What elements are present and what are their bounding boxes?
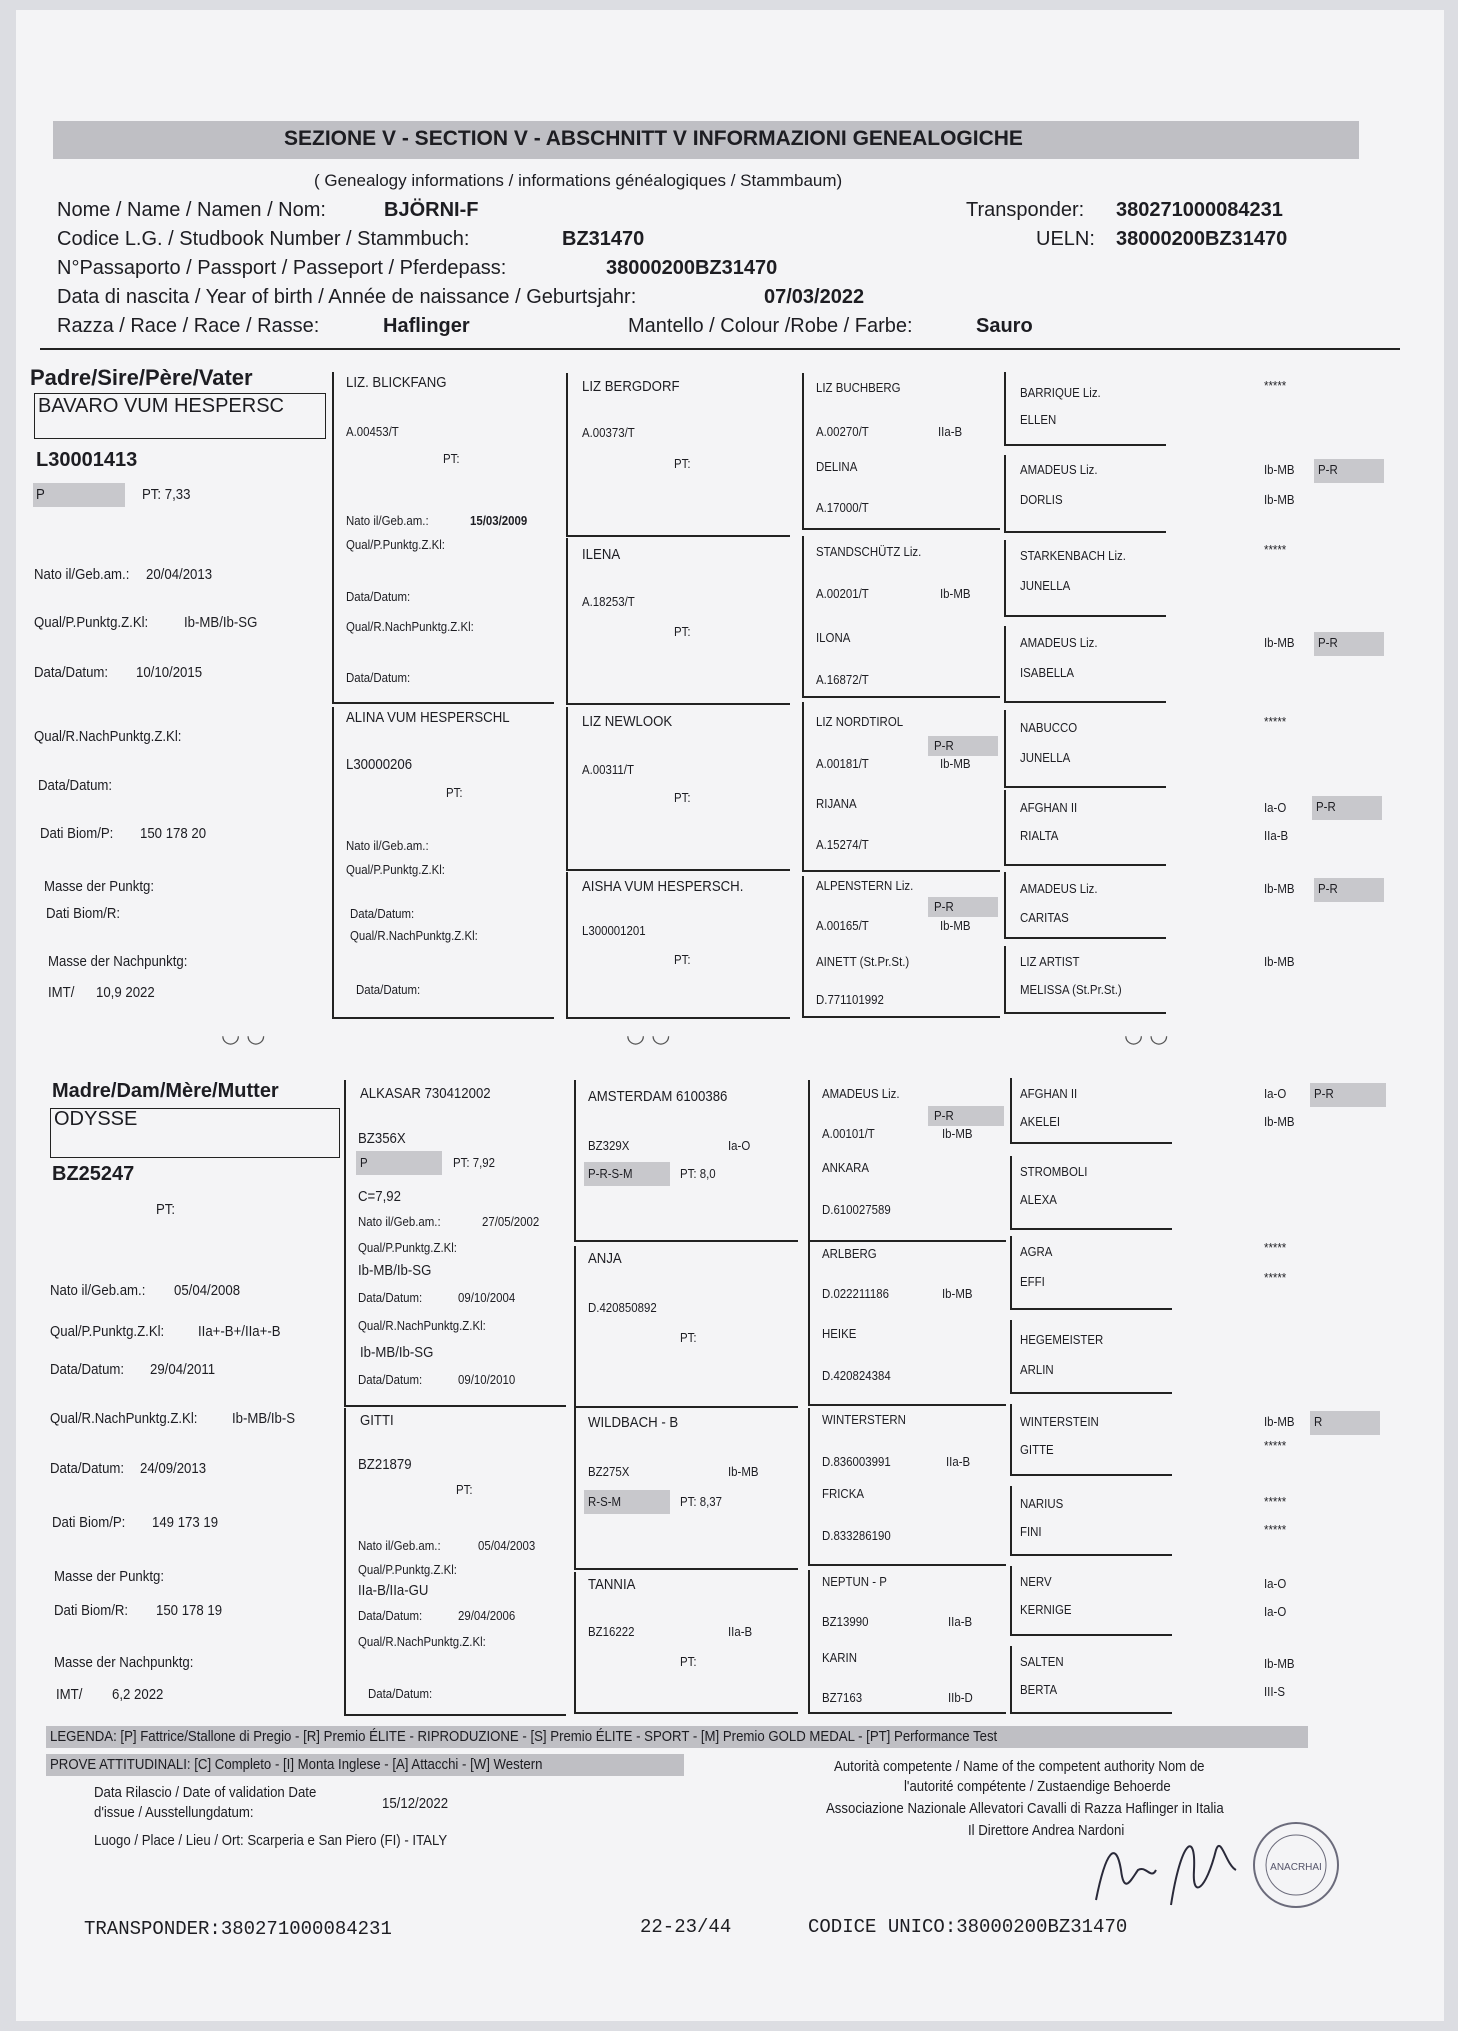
dam-gen5-2-a: STROMBOLI bbox=[1020, 1164, 1088, 1179]
signature-and-stamp bbox=[1076, 1810, 1356, 1920]
dam-gen5-7-a: NERV bbox=[1020, 1574, 1052, 1589]
sire-gen4-3-damreg: A.15274/T bbox=[816, 837, 869, 852]
dam-gen2-top-date: 09/10/2004 bbox=[458, 1290, 516, 1305]
sire-gen3-3-name: LIZ NEWLOOK bbox=[582, 713, 673, 730]
sire-reg: L30001413 bbox=[36, 449, 138, 471]
sire-date2-label: Data/Datum: bbox=[38, 777, 113, 794]
sire-gen3-1-name: LIZ BERGDORF bbox=[582, 378, 680, 395]
dam-gen3-4-grade: IIa-B bbox=[728, 1624, 753, 1639]
dam-gen5-5-at: R bbox=[1314, 1414, 1323, 1429]
dam-gen5-4-b: ARLIN bbox=[1020, 1362, 1054, 1377]
legend: LEGENDA: [P] Fattrice/Stallone di Pregio - [R] Premio ÉLITE - RIPRODUZIONE - [S] Premio ÉLITE - SPORT - [M] Premio GOLD MEDAL - [PT] Performance Test bbox=[50, 1728, 998, 1745]
transponder-label: Transponder: bbox=[966, 199, 1085, 221]
dam-gen4-1-dam: ANKARA bbox=[822, 1160, 870, 1175]
sire-gen5-4-a: AMADEUS Liz. bbox=[1020, 635, 1098, 650]
dam-gen3-2-name: ANJA bbox=[588, 1250, 622, 1267]
dam-gen2-top-born-label: Nato il/Geb.am.: bbox=[358, 1214, 441, 1229]
dam-reg: BZ25247 bbox=[52, 1163, 135, 1185]
dam-biom: 149 173 19 bbox=[152, 1514, 219, 1531]
sire-gen5-4-b: ISABELLA bbox=[1020, 665, 1075, 680]
dam-biomr: 150 178 19 bbox=[156, 1602, 223, 1619]
dam-qual-label: Qual/P.Punktg.Z.Kl: bbox=[50, 1323, 165, 1340]
dam-gen2-top-code: P bbox=[360, 1155, 368, 1170]
birth-value: 07/03/2022 bbox=[764, 286, 865, 308]
sire-gen2-top-date2-label: Data/Datum: bbox=[346, 670, 411, 685]
page-number: 22-23/44 bbox=[640, 1916, 732, 1938]
dam-gen2-top-date-label: Data/Datum: bbox=[358, 1290, 423, 1305]
dam-gen4-3-damreg: D.833286190 bbox=[822, 1528, 891, 1543]
sire-gen2-bottom-pt: PT: bbox=[446, 785, 463, 800]
sire-gen4-3-name: LIZ NORDTIROL bbox=[816, 714, 904, 729]
dam-heading: Madre/Dam/Mère/Mutter bbox=[52, 1080, 279, 1102]
name-value: BJÖRNI-F bbox=[384, 199, 479, 221]
dam-gen4-2-name: ARLBERG bbox=[822, 1246, 877, 1261]
sire-gen4-1-dam: DELINA bbox=[816, 459, 858, 474]
dam-gen2-bottom-qual: IIa-B/IIa-GU bbox=[358, 1582, 429, 1599]
sire-gen2-bottom-reg: L30000206 bbox=[346, 756, 413, 773]
dam-gen5-8-bg: III-S bbox=[1264, 1684, 1285, 1699]
dam-gen2-top-qualr-label: Qual/R.NachPunktg.Z.Kl: bbox=[358, 1318, 486, 1333]
sire-biom: 150 178 20 bbox=[140, 825, 207, 842]
dam-imt-label: IMT/ bbox=[56, 1686, 83, 1703]
dam-gen3-box-2 bbox=[574, 1246, 798, 1408]
colour-label: Mantello / Colour /Robe / Farbe: bbox=[628, 315, 913, 337]
sire-gen3-box-3 bbox=[566, 707, 790, 871]
dam-gen3-3-grade: Ib-MB bbox=[728, 1464, 759, 1479]
sire-gen3-box-1 bbox=[566, 373, 790, 537]
breed-label: Razza / Race / Race / Rasse: bbox=[57, 315, 320, 337]
sire-pt: PT: 7,33 bbox=[142, 486, 191, 503]
sire-gen2-top-born-label: Nato il/Geb.am.: bbox=[346, 513, 429, 528]
sire-gen3-1-reg: A.00373/T bbox=[582, 425, 635, 440]
sire-gen2-top-reg: A.00453/T bbox=[346, 424, 399, 439]
name-label: Nome / Name / Namen / Nom: bbox=[57, 199, 326, 221]
dam-gen2-top-date2-label: Data/Datum: bbox=[358, 1372, 423, 1387]
sire-gen5-2-a: AMADEUS Liz. bbox=[1020, 462, 1098, 477]
sire-biom-label: Dati Biom/P: bbox=[40, 825, 114, 842]
dam-gen4-4-dam: KARIN bbox=[822, 1650, 857, 1665]
dam-gen2-bottom-born-label: Nato il/Geb.am.: bbox=[358, 1538, 441, 1553]
release-label-2: d'issue / Ausstellungdatum: bbox=[94, 1804, 254, 1821]
sire-gen5-6-at: P-R bbox=[1316, 799, 1336, 814]
authority-1: Autorità competente / Name of the competent authority Nom de bbox=[834, 1758, 1205, 1775]
dam-qual: IIa+-B+/IIa+-B bbox=[198, 1323, 281, 1340]
sire-code: P bbox=[36, 486, 45, 503]
section-title: SEZIONE V - SECTION V - ABSCHNITT V INFORMAZIONI GENEALOGICHE bbox=[284, 127, 1023, 150]
dam-born-label: Nato il/Geb.am.: bbox=[50, 1282, 146, 1299]
stamp-text: ANACRHAI bbox=[1270, 1862, 1322, 1873]
dam-gen5-7-bg: Ia-O bbox=[1264, 1604, 1287, 1619]
passport-value: 38000200BZ31470 bbox=[606, 257, 778, 279]
sire-gen4-4-damreg: D.771101992 bbox=[816, 992, 884, 1007]
dam-gen2-bottom-name: GITTI bbox=[360, 1412, 394, 1429]
dam-gen4-1-tag: P-R bbox=[934, 1108, 954, 1123]
dam-gen4-2-grade: Ib-MB bbox=[942, 1286, 973, 1301]
dam-gen5-1-at: P-R bbox=[1314, 1086, 1334, 1101]
dam-qualr: Ib-MB/Ib-S bbox=[232, 1410, 296, 1427]
sire-gen4-3-grade: Ib-MB bbox=[940, 756, 971, 771]
sire-gen5-4-ag: Ib-MB bbox=[1264, 635, 1295, 650]
dam-gen2-top-reg: BZ356X bbox=[358, 1130, 406, 1147]
sire-gen4-2-damreg: A.16872/T bbox=[816, 672, 869, 687]
prove-attitudinali: PROVE ATTITUDINALI: [C] Completo - [I] Monta Inglese - [A] Attacchi - [W] Western bbox=[50, 1756, 543, 1773]
breed-value: Haflinger bbox=[383, 315, 470, 337]
sire-gen5-6-ag: Ia-O bbox=[1264, 800, 1287, 815]
dam-gen2-bottom-pt: PT: bbox=[456, 1482, 473, 1497]
dam-gen5-7-b: KERNIGE bbox=[1020, 1602, 1072, 1617]
sire-gen5-6-b: RIALTA bbox=[1020, 828, 1059, 843]
dam-gen3-1-tag: P-R-S-M bbox=[588, 1166, 633, 1181]
sire-gen5-2-at: P-R bbox=[1318, 462, 1338, 477]
sire-gen5-6-a: AFGHAN II bbox=[1020, 800, 1078, 815]
sire-gen5-8-ag: Ib-MB bbox=[1264, 954, 1295, 969]
studbook-value: BZ31470 bbox=[562, 228, 645, 250]
authority-4: Il Direttore Andrea Nardoni bbox=[968, 1822, 1125, 1839]
colour-value: Sauro bbox=[976, 315, 1033, 337]
sire-gen5-2-ag: Ib-MB bbox=[1264, 462, 1295, 477]
release-date: 15/12/2022 bbox=[382, 1795, 449, 1812]
dam-gen2-bottom-born: 05/04/2003 bbox=[478, 1538, 536, 1553]
sire-gen2-bottom-name: ALINA VUM HESPERSCHL bbox=[346, 709, 510, 726]
dam-qualr-label: Qual/R.NachPunktg.Z.Kl: bbox=[50, 1410, 198, 1427]
dam-gen4-3-dam: FRICKA bbox=[822, 1486, 864, 1501]
dam-gen5-7-ag: Ia-O bbox=[1264, 1576, 1287, 1591]
sire-gen3-3-reg: A.00311/T bbox=[582, 762, 634, 777]
dam-gen4-1-grade: Ib-MB bbox=[942, 1126, 973, 1141]
sire-gen2-bottom-date-label: Data/Datum: bbox=[350, 906, 415, 921]
dam-gen5-8-ag: Ib-MB bbox=[1264, 1656, 1295, 1671]
dam-gen2-top-born: 27/05/2002 bbox=[482, 1214, 540, 1229]
authority-3: Associazione Nazionale Allevatori Cavalli di Razza Haflinger in Italia bbox=[826, 1800, 1224, 1817]
sire-gen4-2-reg: A.00201/T bbox=[816, 586, 869, 601]
dam-gen5-6-ag: ***** bbox=[1264, 1494, 1287, 1509]
dam-gen5-3-ag: ***** bbox=[1264, 1240, 1287, 1255]
sire-gen4-4-dam: AINETT (St.Pr.St.) bbox=[816, 954, 910, 969]
sire-gen4-3-reg: A.00181/T bbox=[816, 756, 869, 771]
dam-gen2-top-qualr: Ib-MB/Ib-SG bbox=[360, 1344, 434, 1361]
sire-gen2-bottom-qual-label: Qual/P.Punktg.Z.Kl: bbox=[346, 862, 445, 877]
bottom-transponder: TRANSPONDER:380271000084231 bbox=[84, 1918, 392, 1940]
dam-gen2-bottom-reg: BZ21879 bbox=[358, 1456, 412, 1473]
sire-gen3-3-pt: PT: bbox=[674, 790, 691, 805]
dam-gen3-1-grade: Ia-O bbox=[728, 1138, 751, 1153]
dam-gen2-bottom-date: 29/04/2006 bbox=[458, 1608, 516, 1623]
codice-unico: CODICE UNICO:38000200BZ31470 bbox=[808, 1916, 1128, 1938]
passport-label: N°Passaporto / Passport / Passeport / Pferdepass: bbox=[57, 257, 507, 279]
sire-date: 10/10/2015 bbox=[136, 664, 203, 681]
dam-gen3-4-name: TANNIA bbox=[588, 1576, 636, 1593]
dam-gen5-1-ag: Ia-O bbox=[1264, 1086, 1287, 1101]
dam-gen3-1-reg: BZ329X bbox=[588, 1138, 630, 1153]
sire-qualr-label: Qual/R.NachPunktg.Z.Kl: bbox=[34, 728, 182, 745]
dam-gen4-4-grade: IIa-B bbox=[948, 1614, 973, 1629]
sire-gen3-4-name: AISHA VUM HESPERSCH. bbox=[582, 878, 744, 895]
sire-gen5-7-b: CARITAS bbox=[1020, 910, 1069, 925]
sire-heading: Padre/Sire/Père/Vater bbox=[30, 365, 253, 390]
dam-gen3-4-reg: BZ16222 bbox=[588, 1624, 635, 1639]
sire-masse-label: Masse der Punktg: bbox=[44, 878, 155, 895]
sire-born: 20/04/2013 bbox=[146, 566, 213, 583]
dam-gen2-top-name: ALKASAR 730412002 bbox=[360, 1085, 491, 1102]
dam-gen4-1-name: AMADEUS Liz. bbox=[822, 1086, 900, 1101]
dam-gen2-bottom-qual-label: Qual/P.Punktg.Z.Kl: bbox=[358, 1562, 457, 1577]
sire-gen2-bottom-date2-label: Data/Datum: bbox=[356, 982, 421, 997]
dam-gen3-3-name: WILDBACH - B bbox=[588, 1414, 679, 1431]
dam-gen3-4-pt: PT: bbox=[680, 1654, 697, 1669]
dam-gen4-2-damreg: D.420824384 bbox=[822, 1368, 891, 1383]
dam-date-label: Data/Datum: bbox=[50, 1361, 125, 1378]
dam-gen3-3-tag: R-S-M bbox=[588, 1494, 622, 1509]
dam-gen5-1-bg: Ib-MB bbox=[1264, 1114, 1295, 1129]
dam-gen3-1-name: AMSTERDAM 6100386 bbox=[588, 1088, 728, 1105]
sire-gen2-top-born: 15/03/2009 bbox=[470, 513, 528, 528]
sire-gen2-bottom-qualr-label: Qual/R.NachPunktg.Z.Kl: bbox=[350, 928, 478, 943]
header-rule bbox=[40, 348, 1400, 350]
sire-gen5-7-ag: Ib-MB bbox=[1264, 881, 1295, 896]
dam-pt: PT: bbox=[156, 1201, 176, 1218]
dam-gen3-box-4 bbox=[574, 1572, 798, 1714]
sire-gen5-8-b: MELISSA (St.Pr.St.) bbox=[1020, 982, 1122, 997]
dam-gen2-bottom-qualr-label: Qual/R.NachPunktg.Z.Kl: bbox=[358, 1634, 486, 1649]
transponder-value: 380271000084231 bbox=[1116, 199, 1283, 221]
dam-gen5-5-a: WINTERSTEIN bbox=[1020, 1414, 1099, 1429]
dam-gen2-top-pt: PT: 7,92 bbox=[453, 1155, 495, 1170]
dam-gen3-2-reg: D.420850892 bbox=[588, 1300, 657, 1315]
sire-gen4-3-tag: P-R bbox=[934, 738, 954, 753]
dam-gen2-top-date2: 09/10/2010 bbox=[458, 1372, 516, 1387]
dam-gen5-3-a: AGRA bbox=[1020, 1244, 1053, 1259]
sire-gen4-3-dam: RIJANA bbox=[816, 796, 857, 811]
sire-gen2-bottom-born-label: Nato il/Geb.am.: bbox=[346, 838, 429, 853]
release-label-1: Data Rilascio / Date of validation Date bbox=[94, 1784, 317, 1801]
sire-qual-label: Qual/P.Punktg.Z.Kl: bbox=[34, 614, 149, 631]
ueln-value: 38000200BZ31470 bbox=[1116, 228, 1288, 250]
sire-qual: Ib-MB/Ib-SG bbox=[184, 614, 258, 631]
sire-gen5-5-ag: ***** bbox=[1264, 714, 1287, 729]
dam-gen2-top-qual-label: Qual/P.Punktg.Z.Kl: bbox=[358, 1240, 457, 1255]
dam-gen3-box-3 bbox=[574, 1408, 798, 1570]
section-subtitle: ( Genealogy informations / informations généalogiques / Stammbaum) bbox=[314, 171, 843, 190]
dam-gen4-3-reg: D.836003991 bbox=[822, 1454, 891, 1469]
sire-gen5-4-at: P-R bbox=[1318, 635, 1338, 650]
dam-gen3-2-pt: PT: bbox=[680, 1330, 697, 1345]
sire-gen5-3-ag: ***** bbox=[1264, 542, 1287, 557]
dam-date2-label: Data/Datum: bbox=[50, 1460, 125, 1477]
authority-2: l'autorité compétente / Zustaendige Behoerde bbox=[904, 1778, 1171, 1795]
sire-gen5-2-b: DORLIS bbox=[1020, 492, 1063, 507]
dam-biom-label: Dati Biom/P: bbox=[52, 1514, 126, 1531]
dam-gen5-5-bg: ***** bbox=[1264, 1438, 1287, 1453]
sire-gen5-1-ag: ***** bbox=[1264, 378, 1287, 393]
dam-gen3-3-reg: BZ275X bbox=[588, 1464, 630, 1479]
sire-imt: 10,9 2022 bbox=[96, 984, 155, 1001]
sire-gen4-1-reg: A.00270/T bbox=[816, 424, 869, 439]
sire-gen5-7-a: AMADEUS Liz. bbox=[1020, 881, 1098, 896]
sire-name: BAVARO VUM HESPERSC bbox=[38, 395, 284, 417]
sire-gen3-4-pt: PT: bbox=[674, 952, 691, 967]
sire-gen3-2-name: ILENA bbox=[582, 546, 621, 563]
dam-gen5-8-a: SALTEN bbox=[1020, 1654, 1064, 1669]
dam-gen5-8-b: BERTA bbox=[1020, 1682, 1058, 1697]
sire-gen5-8-a: LIZ ARTIST bbox=[1020, 954, 1080, 969]
sire-date-label: Data/Datum: bbox=[34, 664, 109, 681]
sire-gen5-1-b: ELLEN bbox=[1020, 412, 1057, 427]
sire-gen2-top-name: LIZ. BLICKFANG bbox=[346, 374, 447, 391]
dam-biomr-label: Dati Biom/R: bbox=[54, 1602, 129, 1619]
sire-gen2-top-qualr-label: Qual/R.NachPunktg.Z.Kl: bbox=[346, 619, 474, 634]
sire-gen3-box-2 bbox=[566, 538, 790, 705]
dam-gen4-4-damreg: BZ7163 bbox=[822, 1690, 863, 1705]
studbook-label: Codice L.G. / Studbook Number / Stammbuch: bbox=[57, 228, 470, 250]
sire-gen5-3-b: JUNELLA bbox=[1020, 578, 1071, 593]
sire-gen4-2-dam: ILONA bbox=[816, 630, 851, 645]
dam-gen4-3-grade: IIa-B bbox=[946, 1454, 971, 1469]
dam-gen2-top-qual: Ib-MB/Ib-SG bbox=[358, 1262, 432, 1279]
dam-gen5-2-b: ALEXA bbox=[1020, 1192, 1057, 1207]
dam-gen3-1-pt: PT: 8,0 bbox=[680, 1166, 716, 1181]
dam-gen5-1-a: AFGHAN II bbox=[1020, 1086, 1078, 1101]
ueln-label: UELN: bbox=[1036, 228, 1095, 250]
dam-masse2-label: Masse der Nachpunktg: bbox=[54, 1654, 194, 1671]
dam-gen2-top-c: C=7,92 bbox=[358, 1188, 401, 1205]
dam-imt: 6,2 2022 bbox=[112, 1686, 164, 1703]
dam-gen4-1-damreg: D.610027589 bbox=[822, 1202, 891, 1217]
dam-gen2-bottom-date2-label: Data/Datum: bbox=[368, 1686, 433, 1701]
sire-gen3-2-reg: A.18253/T bbox=[582, 594, 635, 609]
sire-gen4-4-reg: A.00165/T bbox=[816, 918, 869, 933]
sire-gen4-1-damreg: A.17000/T bbox=[816, 500, 869, 515]
sire-gen5-2-bg: Ib-MB bbox=[1264, 492, 1295, 507]
sire-gen5-1-a: BARRIQUE Liz. bbox=[1020, 385, 1101, 400]
dam-gen4-4-name: NEPTUN - P bbox=[822, 1574, 887, 1589]
dam-gen2-bottom-date-label: Data/Datum: bbox=[358, 1608, 423, 1623]
sire-gen2-top-qual-label: Qual/P.Punktg.Z.Kl: bbox=[346, 537, 445, 552]
dam-date: 29/04/2011 bbox=[150, 1361, 216, 1378]
dam-gen5-4-a: HEGEMEISTER bbox=[1020, 1332, 1104, 1347]
sire-gen4-4-grade: Ib-MB bbox=[940, 918, 971, 933]
dam-name: ODYSSE bbox=[54, 1108, 138, 1130]
dam-gen5-3-bg: ***** bbox=[1264, 1270, 1287, 1285]
sire-gen4-1-grade: IIa-B bbox=[938, 424, 963, 439]
sire-gen3-2-pt: PT: bbox=[674, 624, 691, 639]
sire-gen5-5-b: JUNELLA bbox=[1020, 750, 1071, 765]
sire-gen4-1-name: LIZ BUCHBERG bbox=[816, 380, 901, 395]
dam-gen4-2-reg: D.022211186 bbox=[822, 1286, 890, 1301]
dam-gen5-5-b: GITTE bbox=[1020, 1442, 1054, 1457]
document-page: SEZIONE V - SECTION V - ABSCHNITT V INFORMAZIONI GENEALOGICHE ( Genealogy informations / informations généalogiques / Stammbaum) Nome / Name / Namen / Nom: BJÖRNI-F Transponder: 380271000084231 Codice L.G. / Studbook Number / Stammbuch: BZ31470 UELN: 38000200BZ31470 N°Passaporto / Passport / Passeport / Pferdepass: 38000200BZ31470 Data di nascita / Year of birth / Année de naissance / Geburtsjahr: 07/03/2022 Razza / Race / Race / Rasse: Haflinger Mantello / Colour /Robe / Farbe: Sauro Padre/Sire/Père/Vater BAVARO VUM HESPERSC L30001413 P PT: 7,33 Nato il/Geb.am.: 20/04/2013 Qual/P.Punktg.Z.Kl: Ib-MB/Ib-SG Data/Datum: 10/10/2015 Qual/R.NachPunktg.Z.Kl: Data/Datum: Dati Biom/P: 150 178 20 Masse der Punktg: Dati Biom/R: Masse der Nachpunktg: IMT/ 10,9 2022 LIZ. BLICKFANG A.00453/T PT: Nato il/Geb.am.: 15/03/2009 Qual/P.Punktg.Z.Kl: Data/Datum: Qual/R.NachPunktg.Z.Kl: Data/Datum: ALINA VUM HESPERSCHL L30000206 PT: Nato il/Geb.am.: Qual/P.Punktg.Z.Kl: Data/Datum: Qual/R.NachPunktg.Z.Kl: Data/Datum: LIZ BERGDORF A.00373/T PT: ILENA A.18253/T PT: LIZ NEWLOOK A.00311/T PT: AISHA VUM HESPERSCH. L300001201 PT: LIZ BUCHBERG A.00270/T IIa-B DELINA A.17000/T STANDSCHÜTZ Liz. A.00201/T Ib-MB ILONA A.16872/T LIZ NORDTIROL P-R A.00181/T Ib-MB RIJANA A.15274/T ALPENSTERN Liz. P-R A.00165/T Ib-MB AINETT (St.Pr.St.) D.771101992 BARRIQUE Liz. ***** ELLEN AMADEUS Liz. Ib-MB P-R DORLIS Ib-MB STARKENBACH Liz. ***** JUNELLA AMADEUS Liz. Ib-MB P-R ISABELLA NABUCCO ***** JUNELLA AFGHAN II Ia-O P-R RIALTA IIa-B AMADEUS Liz. Ib-MB P-R CARITAS LIZ ARTIST Ib-MB MELISSA (St.Pr.St.) ◡ ◡ ◡ ◡ ◡ ◡ Madre/Dam/Mère/Mutter ODYSSE BZ25247 PT: Nato il/Geb.am.: 05/04/2008 Qual/P.Punktg.Z.Kl: IIa+-B+/IIa+-B Data/Datum: 29/04/2011 Qual/R.NachPunktg.Z.Kl: Ib-MB/Ib-S Data/Datum: 24/09/2013 Dati Biom/P: 149 173 19 Masse der Punktg: Dati Biom/R: 150 178 19 Masse der Nachpunktg: IMT/ 6,2 2022 ALKASAR 730412002 BZ356X P PT: 7,92 C=7,92 Nato il/Geb.am.: 27/05/2002 Qual/P.Punktg.Z.Kl: Ib-MB/Ib-SG Data/Datum: 09/10/2004 Qual/R.NachPunktg.Z.Kl: Ib-MB/Ib-SG Data/Datum: 09/10/2010 GITTI BZ21879 PT: Nato il/Geb.am.: 05/04/2003 Qual/P.Punktg.Z.Kl: IIa-B/IIa-GU Data/Datum: 29/04/2006 Qual/R.NachPunktg.Z.Kl: Data/Datum: AMSTERDAM 6100386 BZ329X Ia-O P-R-S-M PT: 8,0 ANJA D.420850892 PT: WILDBACH - B BZ275X Ib-MB R-S-M PT: 8,37 TANNIA BZ16222 IIa-B PT: AMADEUS Liz. P-R A.00101/T Ib-MB ANKARA D.610027589 ARLBERG D.022211186 Ib-MB HEIKE D.420824384 WINTERSTERN D.836003991 IIa-B FRICKA D.833286190 NEPTUN - P BZ13990 IIa-B KARIN BZ7163 IIb-D AFGHAN II Ia-O P-R AKELEI Ib-MB STROMBOLI ALEXA AGRA ***** EFFI ***** HEGEMEISTER ARLIN WINTERSTEIN Ib-MB R GITTE ***** NARIUS ***** FINI ***** NERV Ia-O KERNIGE Ia-O SALTEN Ib-MB BERTA III-S LEGENDA: [P] Fattrice/Stallone di Pregio - [R] Premio ÉLITE - RIPRODUZIONE - [S] Premio ÉLITE - SPORT - [M] Premio GOLD MEDAL - [PT] Performance Test PROVE ATTITUDINALI: [C] Completo - [I] Monta Inglese - [A] Attacchi - [W] Western Data Rilascio / Date of validation Date d'issue / Ausstellungdatum: 15/12/2022 Luogo / Place / Lieu / Ort: Scarperia e San Piero (FI) - ITALY Autorità competente / Name of the competent authority Nom de l'autorité compétente / Zustaendige Behoerde Associazione Nazionale Allevatori Cavalli di Razza Haflinger in Italia Il Direttore Andrea Nardoni ANACRHAI TRANSPONDER:380271000084231 22-23/44 CODICE UNICO:38000200BZ31470 bbox=[16, 10, 1444, 2021]
birth-label: Data di nascita / Year of birth / Année de naissance / Geburtsjahr: bbox=[57, 286, 637, 308]
sire-gen5-box-1 bbox=[1004, 372, 1166, 446]
sire-born-label: Nato il/Geb.am.: bbox=[34, 566, 130, 583]
dam-gen5-3-b: EFFI bbox=[1020, 1274, 1045, 1289]
sire-gen5-3-a: STARKENBACH Liz. bbox=[1020, 548, 1126, 563]
sire-gen5-5-a: NABUCCO bbox=[1020, 720, 1078, 735]
dam-gen5-5-ag: Ib-MB bbox=[1264, 1414, 1295, 1429]
sire-gen2-top-pt: PT: bbox=[443, 451, 460, 466]
sire-gen2-top-date-label: Data/Datum: bbox=[346, 589, 411, 604]
dam-gen4-1-reg: A.00101/T bbox=[822, 1126, 875, 1141]
sire-gen5-7-at: P-R bbox=[1318, 881, 1338, 896]
sire-gen4-4-name: ALPENSTERN Liz. bbox=[816, 878, 914, 893]
sire-gen4-4-tag: P-R bbox=[934, 899, 954, 914]
sire-imt-label: IMT/ bbox=[48, 984, 75, 1001]
dam-born: 05/04/2008 bbox=[174, 1282, 241, 1299]
dam-masse-label: Masse der Punktg: bbox=[54, 1568, 165, 1585]
sire-gen3-1-pt: PT: bbox=[674, 456, 691, 471]
dam-gen5-6-b: FINI bbox=[1020, 1524, 1042, 1539]
sire-gen3-4-reg: L300001201 bbox=[582, 923, 646, 938]
dam-gen4-3-name: WINTERSTERN bbox=[822, 1412, 906, 1427]
dam-gen5-6-a: NARIUS bbox=[1020, 1496, 1064, 1511]
sire-masse2-label: Masse der Nachpunktg: bbox=[48, 953, 188, 970]
place: Luogo / Place / Lieu / Ort: Scarperia e San Piero (FI) - ITALY bbox=[94, 1832, 448, 1849]
sire-gen5-6-bg: IIa-B bbox=[1264, 828, 1289, 843]
sire-gen4-2-name: STANDSCHÜTZ Liz. bbox=[816, 544, 922, 559]
dam-gen4-2-dam: HEIKE bbox=[822, 1326, 857, 1341]
dam-gen3-3-pt: PT: 8,37 bbox=[680, 1494, 722, 1509]
sire-gen4-2-grade: Ib-MB bbox=[940, 586, 971, 601]
dam-gen4-4-reg: BZ13990 bbox=[822, 1614, 869, 1629]
dam-date2: 24/09/2013 bbox=[140, 1460, 207, 1477]
dam-gen4-4-damgrade: IIb-D bbox=[948, 1690, 973, 1705]
dam-gen5-6-bg: ***** bbox=[1264, 1522, 1287, 1537]
sire-biomr-label: Dati Biom/R: bbox=[46, 905, 121, 922]
dam-gen5-1-b: AKELEI bbox=[1020, 1114, 1061, 1129]
